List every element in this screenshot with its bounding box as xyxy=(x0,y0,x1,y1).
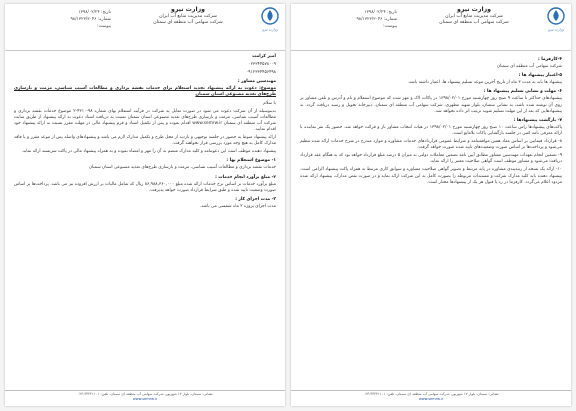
letter-attachment: پیوست: xyxy=(383,23,397,29)
section-2-text: مبلغ برآورد خدمات بر اساس نرخ خدمات ارائه شده مبلغ ۸۶,۹۸۸,۳۶۰,۰۰۰ ریال که شامل مالیات بر ارزش افزوده نیز می باشد. پرداخت‌ها بر اساس صورت وضعیت تایید شده و طبق شرایط قرارداد صورت خواهد پذیرفت. xyxy=(14,181,277,193)
svg-text:وزارت نیرو: وزارت نیرو xyxy=(548,27,564,32)
footer-website-link[interactable]: www.semrw.ir xyxy=(132,397,158,402)
letter-body xyxy=(14,54,276,212)
section-4-title: ۴-کارفرما : xyxy=(538,57,562,62)
section-3-text: مدت اجرای پروژه ۲ ماه شمسی می باشد. xyxy=(199,203,276,209)
regional-company-name: شرکت سهامی آب منطقه ای سمنان xyxy=(439,20,509,26)
salutation: مهندسین مشاور : xyxy=(237,79,276,85)
section-2-title: ۲- مبلغ برآورد انجام خدمات : xyxy=(215,174,276,180)
footer-website-link[interactable]: www.semrw.ir xyxy=(418,397,444,402)
letterhead xyxy=(291,4,571,51)
letterhead xyxy=(5,4,285,51)
section-3-title: ۳- مدت اجرای کار : xyxy=(235,196,276,202)
ministry-name: وزارت نیرو xyxy=(170,6,205,13)
paragraph-2: ارائه پیشنهاد منوط به حضور در جلسه توجیهی و بازدید از محل طرح و تکمیل مدارک لازم می باشد و پیشنهادهای واصله پس از موعد مقرر و یا فاقد مدارک کامل به هیچ وجه مورد بررسی قرار نخواهند گرفت. xyxy=(14,135,276,147)
section-7-text: پاکت‌های پیشنهادها راس ساعت ۱۰ صبح روز چهارشنبه مورخ ۱۳۹۸/۰۲/۰۱ در هیات انتخاب مشاور باز و قرائت خواهد شد. حضور یک نفر نماینده با ارائه معرفی نامه کتبی در جلسه بازگشایی پاکات بلامانع است. xyxy=(300,124,562,136)
letter-attachment: پیوست: xyxy=(97,23,111,29)
section-1-text: خدمات نقشه برداری و مطالعات آسیب شناسی، مرمت و بازسازی طرح‌های تغذیه مصنوعی استان سمنان xyxy=(88,165,276,171)
recipient-phone-1: ۰۲۳۳۴۴۵۷۸۰۰۹ xyxy=(248,62,276,68)
section-5-text: پیشنهاد ها باید به مدت ۳ ماه از تاریخ آخرین موعد تسلیم پیشنهاد ها، اعتبار داشته باشد. xyxy=(407,80,562,86)
section-10-text: ۱۰- ارائه یک نسخه از رتبه‌بندی مشاوره در پایه مرتبط و تصویر گواهی صلاحیت مشاوره و سوابق کاری مرتبط به همراه پاکت پیشنهاد الزامی است. پیشنهاد دهنده باید کلیه مدارک شرکت و مستندات مربوطه را بصورت کامل به این شرکت ارائه نماید و در صورت نقص مدارک، پیشنهاد ارائه شده مردود اعلام می‌گردد. کارفرما در رد یا قبول هر یک از پیشنهادها مختار است. xyxy=(300,167,562,185)
document-page-1 xyxy=(5,4,285,406)
reference-block xyxy=(297,10,397,30)
footer-address: نشانی: سمنان، بلوار ۱۷ شهریور، شرکت سهامی آب منطقه ای سمنان، تلفن: ۳۳۴۴۱۱۰۱-۰۲۳ xyxy=(77,392,213,396)
letter-body xyxy=(300,54,562,188)
organization-block xyxy=(419,7,529,27)
letter-date: تاریخ: ۱۳۹۸/۰۲/۲۴ xyxy=(364,10,397,15)
reference-block xyxy=(11,10,111,30)
ministry-logo-icon xyxy=(545,6,567,32)
svg-text:وزارت نیرو: وزارت نیرو xyxy=(262,27,278,32)
greeting: با سلام xyxy=(263,100,276,106)
regional-company-name: شرکت سهامی آب منطقه ای سمنان xyxy=(153,20,223,26)
letter-number: شماره: ۹۸/۱۳۲۳/۳۰۴۶ xyxy=(70,16,111,22)
paragraph-3: پیشنهاد دهنده موظف است این دعوتنامه و کلیه مدارک منضم به آن را مهر و امضاء نموده و به همراه پیشنهاد مالی در پاکت سربسته ارائه نماید. xyxy=(21,149,276,155)
letter-subject: موضوع: دعوت به ارائه پیشنهاد تجدید استعلام برای خدمات نقشه برداری و مطالعات آسیب شناسی، مرمت و بازسازی طرح‌های تغذیه مصنوعی استان سمنان xyxy=(14,86,276,98)
section-6-text: پیشنهادهای حداکثر تا ساعت ۹ صبح روز چهارشنبه مورخ ۱۳۹۸/۰۲/۰۱ در پاکات لاک و مهر شده که موضوع استعلام و نام و آدرس و تلفن مشاور بر روی آن نوشته شده باشد، به نشانی سمنان، بلوار شهید مطهری، شرکت سهامی آب منطقه ای سمنان، دبیرخانه تحویل و رسید دریافت گردد. به پیشنهادهایی که بعد از این مهلت تسلیم شوند ترتیب اثر داده نخواهد شد. xyxy=(300,96,562,114)
page-footer xyxy=(5,390,285,406)
section-5-title: ۵-اعتبار پیشنهاد ها : xyxy=(518,73,562,79)
company-name: شرکت مدیریت منابع آب ایران xyxy=(159,13,217,19)
recipient-phone-2: ۰۹۱۲۳۳۴۴۵۶۴۹۸ xyxy=(245,70,276,76)
section-4-text: شرکت سهامی آب منطقه ای سمنان xyxy=(496,64,562,70)
section-6-title: ۶- مهلت و نشانی تسلیم پیشنهاد ها : xyxy=(483,89,562,95)
footer-address: نشانی: سمنان، بلوار ۱۷ شهریور، شرکت سهامی آب منطقه ای سمنان، تلفن: ۳۳۴۴۱۱۰۱-۰۲۳ xyxy=(363,392,499,396)
section-1-title: ۱- موضوع استعلام بها : xyxy=(226,158,276,164)
ministry-name: وزارت نیرو xyxy=(456,6,491,13)
company-name: شرکت مدیریت منابع آب ایران xyxy=(445,13,503,19)
recipient-name: امیر کرامت xyxy=(252,54,276,59)
organization-block xyxy=(133,7,243,27)
letter-number: شماره: ۹۸/۱۳۲۳/۳۰۴۶ xyxy=(356,16,397,22)
section-8-text: ۸- قرارداد فیمابین بر اساس مفاد همین موافقتنامه و شرایط عمومی قراردادهای خدمات مشاوره و موارد مندرج در شرح خدمات ارائه شده تنظیم می‌شود و پرداخت‌ها بر اساس صورت وضعیت‌های تایید شده صورت خواهد گرفت. xyxy=(300,139,562,151)
section-7-title: ۷- بازگشت پیشنهادها : xyxy=(513,117,562,123)
letter-date: تاریخ: ۱۳۹۸/۰۲/۲۴ xyxy=(78,10,111,15)
page-footer xyxy=(291,390,571,406)
document-page-2 xyxy=(291,4,571,406)
section-9-text: ۹- تضمین انجام تعهدات مهندسین مشاور مطابق آیین نامه تضمین معاملات دولتی به میزان ۵ درصد مبلغ قرارداد خواهد بود که به هنگام عقد قرارداد دریافت می‌شود و مشاور موظف است گواهی صلاحیت معتبر را ارائه نماید. xyxy=(300,153,562,165)
ministry-logo-icon xyxy=(259,6,281,32)
paragraph-1: بدینوسیله از آن شرکت دعوت می شود در صورت تمایل به شرکت در فرآیند استعلام بهای شماره ۹۸-۴۳۱۰-۲ موضوع خدمات نقشه برداری و مطالعات آسیب شناسی، مرمت و بازسازی طرح‌های تغذیه مصنوعی استان سمنان نسبت به دریافت اسناد دعوت به ارائه پیشنهاد از طریق سایت شرکت آب منطقه ای سمنان www.semrw.ir اقدام نموده و پس از تکمیل اسناد و فرم پیشنهاد مالی در مهلت مقرر نسبت به ارائه پیشنهاد خود اقدام نمایند. xyxy=(14,108,277,132)
